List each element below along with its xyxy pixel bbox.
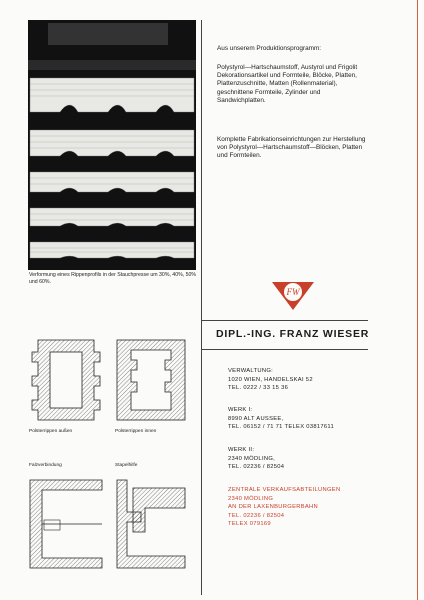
divider-bottom	[201, 349, 368, 350]
compression-photo	[28, 20, 196, 270]
sales-line4: TEL. 02236 / 82504	[228, 512, 285, 519]
verwaltung-street: 1020 WIEN, HANDELSKAI 52	[228, 376, 313, 383]
column-divider	[201, 20, 202, 595]
sales-line5: TELEX 079169	[228, 521, 271, 528]
werk2-tel: TEL. 02236 / 82504	[228, 464, 285, 471]
facilities-text: Komplette Fabrikationseinrichtungen zur Herstellung von Polystyrol—Hartschaumstoff—Blöcken, Platten und Formteilen.	[217, 136, 366, 160]
werk1-street: 8990 ALT AUSSEE,	[228, 415, 284, 422]
werk2-block	[228, 446, 284, 472]
company-logo	[270, 280, 316, 312]
sales-block	[228, 486, 340, 529]
werk2-title: WERK II:	[228, 447, 255, 453]
svg-text:FW: FW	[286, 287, 300, 297]
verwaltung-title: VERWALTUNG:	[228, 368, 274, 374]
sales-line3: AN DER LAXENBURGERBAHN	[228, 504, 319, 511]
werk2-street: 2340 MÖDLING,	[228, 455, 276, 462]
label-inner-ribs: Polsterrippen innen	[115, 429, 157, 434]
label-stacking-aid: Stapelhilfe	[115, 463, 138, 468]
company-name: DIPL.-ING. FRANZ WIESER	[216, 328, 370, 340]
intro-text: Aus unserem Produktionsprogramm:	[217, 45, 322, 52]
verwaltung-block	[228, 367, 313, 393]
verwaltung-tel: TEL. 0222 / 33 15 36	[228, 385, 289, 392]
divider-top	[201, 320, 368, 321]
sales-line2: 2340 MÖDLING	[228, 495, 274, 502]
diagram-stacking-aid	[115, 478, 187, 570]
page-edge	[417, 0, 418, 600]
diagram-inner-ribs	[115, 338, 187, 422]
diagram-rebate-joint	[28, 478, 104, 570]
werk1-block	[228, 406, 334, 432]
werk1-tel: TEL. 06152 / 71 71 TELEX 03817611	[228, 424, 335, 431]
sales-line1: ZENTRALE VERKAUFSABTEILUNGEN	[228, 487, 341, 493]
products-text: Polystyrol—Hartschaumstoff, Austyrol und Frigolit Dekorationsartikel und Formteile, Blöcke, Platten, Plattenzuschnitte, Matten (Rollenmaterial), geschnittene Formteile, Zylinder und Sandwichplatten.	[217, 64, 358, 104]
diagram-outer-ribs	[28, 338, 104, 422]
label-rebate-joint: Falzverbindung	[29, 463, 62, 468]
werk1-title: WERK I:	[228, 407, 253, 413]
photo-caption: Verformung eines Rippenprofils in der Stauchpresse um 30%, 40%, 50% und 60%.	[29, 272, 196, 285]
label-outer-ribs: Polsterrippen außen	[29, 429, 73, 434]
